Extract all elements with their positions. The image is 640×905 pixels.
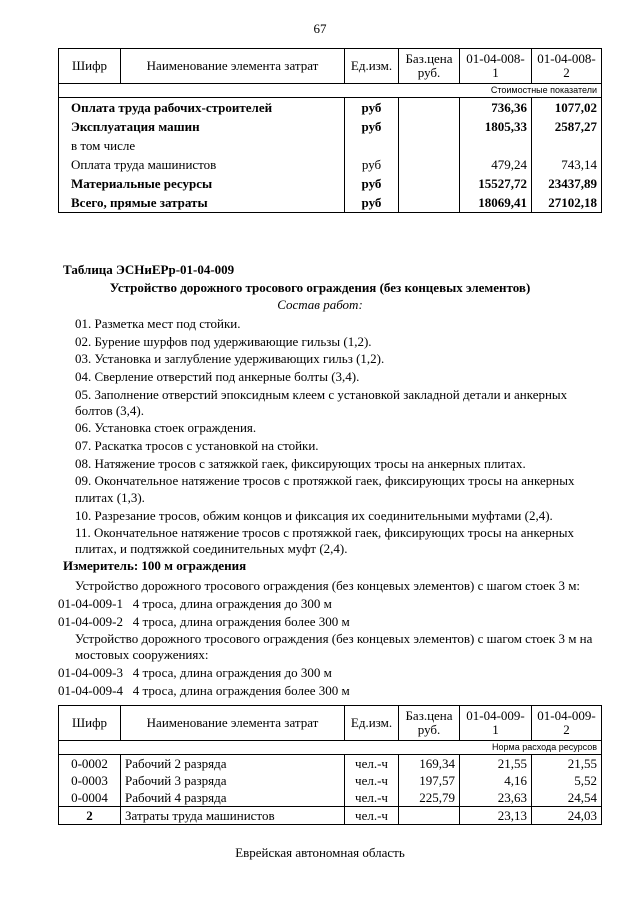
row-name: Затраты труда машинистов [121, 807, 345, 825]
table-row [59, 807, 602, 825]
step-item-cont: плитах, и подтяжкой соединительных муфт (2,4). [75, 541, 348, 556]
header-code: Шифр [59, 49, 121, 84]
row-name: Эксплуатация машин [59, 117, 345, 136]
row-name: Рабочий 2 разряда [121, 755, 345, 773]
group-title: Устройство дорожного тросового ограждения (без концевых элементов) с шагом стоек 3 м на [75, 631, 593, 646]
row-code: 0-0002 [59, 755, 121, 773]
code-number: 01-04-009-3 [58, 665, 123, 680]
row-price: 197,57 [399, 772, 460, 789]
row-value-1: 23,13 [460, 807, 532, 825]
header-code: Шифр [59, 706, 121, 741]
row-price [399, 136, 460, 155]
table-row [59, 755, 602, 773]
row-value-1: 479,24 [460, 155, 532, 174]
row-name: в том числе [59, 136, 345, 155]
code-description: 4 троса, длина ограждения более 300 м [132, 683, 350, 698]
code-number: 01-04-009-4 [58, 683, 123, 698]
table-row [59, 117, 602, 136]
table-row [59, 136, 602, 155]
header-name: Наименование элемента затрат [121, 49, 345, 84]
row-unit: руб [345, 155, 399, 174]
table-row [59, 98, 602, 118]
step-item: 11. Окончательное натяжение тросов с протяжкой гаек, фиксирующих тросы на анкерных [75, 525, 574, 540]
header-name: Наименование элемента затрат [121, 706, 345, 741]
row-name: Материальные ресурсы [59, 174, 345, 193]
row-unit: руб [345, 98, 399, 118]
header-price: Баз.цена руб. [399, 706, 460, 741]
table-label: Таблица ЭСНиЕРр-01-04-009 [63, 262, 235, 277]
row-value-2: 24,03 [532, 807, 602, 825]
row-value-2: 23437,89 [532, 174, 602, 193]
table-subheader-row [59, 84, 602, 98]
row-unit: чел.-ч [345, 755, 399, 773]
header-col1: 01-04-008-1 [460, 49, 532, 84]
row-value-1: 15527,72 [460, 174, 532, 193]
table-row [59, 193, 602, 213]
subheader-label: Норма расхода ресурсов [59, 741, 602, 755]
code-item [58, 595, 332, 612]
header-unit: Ед.изм. [345, 49, 399, 84]
row-value-1 [460, 136, 532, 155]
row-value-2: 27102,18 [532, 193, 602, 213]
header-unit: Ед.изм. [345, 706, 399, 741]
step-item: 09. Окончательное натяжение тросов с протяжкой гаек, фиксирующих тросы на анкерных [75, 473, 575, 488]
row-unit: руб [345, 117, 399, 136]
footer-region: Еврейская автономная область [235, 845, 405, 860]
table-header-row [59, 49, 602, 84]
table-subheader-row [59, 741, 602, 755]
row-price [399, 155, 460, 174]
code-number: 01-04-009-1 [58, 596, 123, 611]
cost-table [58, 48, 602, 213]
code-number: 01-04-009-2 [58, 614, 123, 629]
resource-table [58, 705, 602, 825]
row-price [399, 117, 460, 136]
code-description: 4 троса, длина ограждения до 300 м [132, 596, 332, 611]
row-value-1: 4,16 [460, 772, 532, 789]
step-item: 04. Сверление отверстий под анкерные болты (3,4). [75, 369, 360, 384]
section-title: Устройство дорожного тросового ограждения (без концевых элементов) [109, 280, 531, 295]
row-price: 225,79 [399, 789, 460, 807]
row-code: 0-0004 [59, 789, 121, 807]
group-title: Устройство дорожного тросового ограждения (без концевых элементов) с шагом стоек 3 м: [75, 578, 581, 593]
row-value-2 [532, 136, 602, 155]
row-name: Оплата труда рабочих-строителей [59, 98, 345, 118]
step-item-cont: болтов (3,4). [75, 403, 144, 418]
row-value-1: 18069,41 [460, 193, 532, 213]
header-col2: 01-04-008-2 [532, 49, 602, 84]
row-unit [345, 136, 399, 155]
row-value-1: 736,36 [460, 98, 532, 118]
row-unit: руб [345, 174, 399, 193]
page-number: 67 [313, 21, 327, 36]
row-price [399, 174, 460, 193]
row-name: Рабочий 4 разряда [121, 789, 345, 807]
row-unit: чел.-ч [345, 789, 399, 807]
row-name: Оплата труда машинистов [59, 155, 345, 174]
header-col1: 01-04-009-1 [460, 706, 532, 741]
step-item: 06. Установка стоек ограждения. [75, 420, 257, 435]
row-price: 169,34 [399, 755, 460, 773]
code-description: 4 троса, длина ограждения более 300 м [132, 614, 350, 629]
step-item: 05. Заполнение отверстий эпоксидным клеем с установкой закладной детали и анкерных [75, 387, 568, 402]
header-col2: 01-04-009-2 [532, 706, 602, 741]
step-item-cont: плитах (1,3). [75, 490, 145, 505]
row-value-2: 21,55 [532, 755, 602, 773]
row-value-2: 5,52 [532, 772, 602, 789]
header-price: Баз.цена руб. [399, 49, 460, 84]
table-row [59, 155, 602, 174]
row-price [399, 807, 460, 825]
row-price [399, 193, 460, 213]
row-value-2: 743,14 [532, 155, 602, 174]
group-title-cont: мостовых сооружениях: [75, 647, 209, 662]
step-item: 03. Установка и заглубление удерживающих гильз (1,2). [75, 351, 385, 366]
table-row [59, 772, 602, 789]
row-value-1: 1805,33 [460, 117, 532, 136]
measure-unit: Измеритель: 100 м ограждения [63, 558, 247, 573]
code-item [58, 664, 332, 681]
row-value-2: 24,54 [532, 789, 602, 807]
row-value-2: 2587,27 [532, 117, 602, 136]
row-unit: чел.-ч [345, 807, 399, 825]
code-item [58, 682, 350, 699]
step-item: 02. Бурение шурфов под удерживающие гильзы (1,2). [75, 334, 372, 349]
row-value-1: 23,63 [460, 789, 532, 807]
table-row [59, 789, 602, 807]
composition-heading: Состав работ: [277, 297, 363, 312]
step-item: 08. Натяжение тросов с затяжкой гаек, фиксирующих тросы на анкерных плитах. [75, 456, 526, 471]
table-row [59, 174, 602, 193]
subheader-label: Стоимостные показатели [59, 84, 602, 98]
row-value-1: 21,55 [460, 755, 532, 773]
step-item: 01. Разметка мест под стойки. [75, 316, 241, 331]
row-price [399, 98, 460, 118]
step-item: 10. Разрезание тросов, обжим концов и фиксация их соединительными муфтами (2,4). [75, 508, 553, 523]
code-item [58, 613, 350, 630]
row-code: 2 [59, 807, 121, 825]
row-value-2: 1077,02 [532, 98, 602, 118]
code-description: 4 троса, длина ограждения до 300 м [132, 665, 332, 680]
row-unit: чел.-ч [345, 772, 399, 789]
table-header-row [59, 706, 602, 741]
row-name: Рабочий 3 разряда [121, 772, 345, 789]
step-item: 07. Раскатка тросов с установкой на стойки. [75, 438, 319, 453]
row-code: 0-0003 [59, 772, 121, 789]
row-name: Всего, прямые затраты [59, 193, 345, 213]
row-unit: руб [345, 193, 399, 213]
